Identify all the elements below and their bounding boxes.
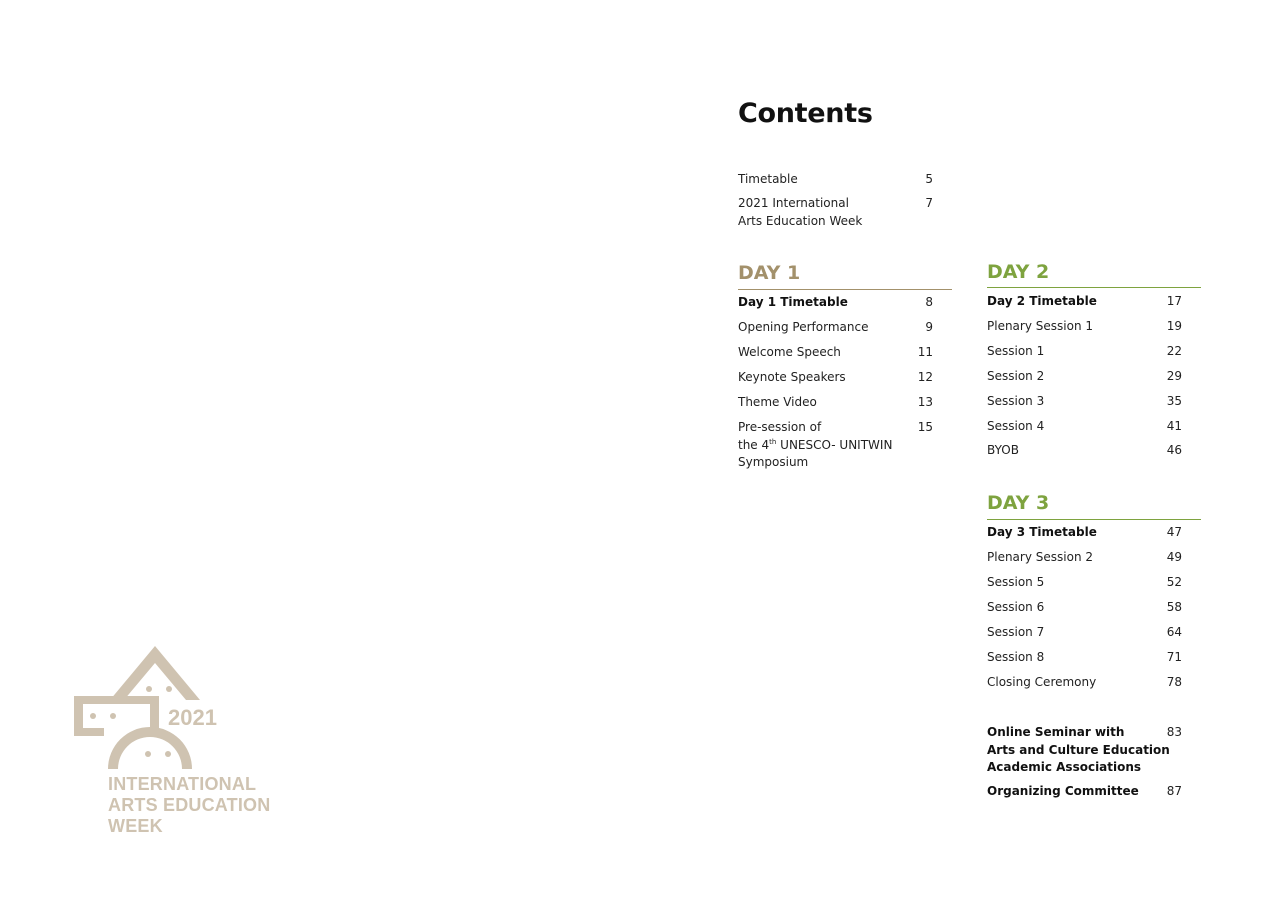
- toc-entry-label: Plenary Session 1: [987, 319, 1093, 333]
- logo-year: 2021: [168, 705, 217, 730]
- toc-entry-page: 19: [1166, 319, 1182, 333]
- toc-entry-label: Session 5: [987, 575, 1045, 589]
- toc-entry-page: 87: [1166, 784, 1182, 798]
- day3-heading: DAY 3: [987, 492, 1050, 514]
- toc-entry-page: 71: [1166, 650, 1182, 664]
- toc-entry-label: Pre-session of the 4th UNESCO- UNITWIN Symposium: [738, 420, 893, 469]
- toc-entry-page: 15: [917, 420, 933, 434]
- toc-entry-page: 9: [925, 320, 933, 334]
- toc-entry-page: 49: [1166, 550, 1182, 564]
- toc-entry-label: Session 7: [987, 625, 1045, 639]
- toc-entry-presession[interactable]: [738, 419, 933, 473]
- toc-entry-label: Session 4: [987, 419, 1045, 433]
- logo-line-2: ARTS EDUCATION: [108, 795, 271, 815]
- toc-entry-label: Session 8: [987, 650, 1045, 664]
- toc-entry-label: 2021 International Arts Education Week: [738, 196, 863, 228]
- logo-line-3: WEEK: [108, 816, 163, 836]
- toc-entry-page: 11: [917, 345, 933, 359]
- day2-rule: [987, 287, 1201, 288]
- day3-rule: [987, 519, 1201, 520]
- toc-entry-page: 35: [1166, 394, 1182, 408]
- logo-line-1: INTERNATIONAL: [108, 774, 257, 794]
- day2-heading: DAY 2: [987, 261, 1050, 283]
- toc-entry-arts-education-week[interactable]: [738, 195, 933, 231]
- toc-entry-page: 41: [1166, 419, 1182, 433]
- toc-entry-page: 17: [1166, 294, 1182, 308]
- page-title: Contents: [738, 98, 873, 129]
- toc-entry-label: Keynote Speakers: [738, 370, 846, 384]
- day1-heading: DAY 1: [738, 262, 801, 284]
- toc-entry-label: Welcome Speech: [738, 345, 841, 359]
- toc-entry-page: 22: [1166, 344, 1182, 358]
- day1-rule: [738, 289, 952, 290]
- toc-entry-label: BYOB: [987, 443, 1019, 457]
- logo-wordmark: [108, 774, 270, 837]
- toc-entry-label: Day 1 Timetable: [738, 295, 848, 309]
- toc-entry-page: 7: [925, 196, 933, 210]
- toc-entry-label: Opening Performance: [738, 320, 869, 334]
- toc-entry-label: Session 6: [987, 600, 1045, 614]
- toc-entry-label: Organizing Committee: [987, 784, 1139, 798]
- toc-entry-page: 12: [917, 370, 933, 384]
- toc-entry-page: 83: [1166, 725, 1182, 739]
- toc-entry-label: Theme Video: [738, 395, 817, 409]
- toc-entry-label: Day 3 Timetable: [987, 525, 1097, 539]
- toc-entry-page: 29: [1166, 369, 1182, 383]
- toc-entry-page: 78: [1166, 675, 1182, 689]
- toc-entry-label: Session 3: [987, 394, 1045, 408]
- toc-entry-page: 58: [1166, 600, 1182, 614]
- toc-entry-label: Plenary Session 2: [987, 550, 1093, 564]
- toc-entry-label: Online Seminar with Arts and Culture Education Academic Associations: [987, 725, 1170, 774]
- toc-entry-page: 46: [1166, 443, 1182, 457]
- toc-entry-page: 8: [925, 295, 933, 309]
- toc-entry-online-seminar[interactable]: [987, 724, 1182, 778]
- toc-entry-page: 5: [925, 172, 933, 186]
- toc-entry-label: Timetable: [738, 172, 798, 186]
- toc-entry-label: Closing Ceremony: [987, 675, 1097, 689]
- toc-entry-label: Day 2 Timetable: [987, 294, 1097, 308]
- toc-entry-label: Session 1: [987, 344, 1045, 358]
- toc-entry-page: 47: [1166, 525, 1182, 539]
- toc-entry-page: 13: [917, 395, 933, 409]
- toc-entry-page: 64: [1166, 625, 1182, 639]
- toc-entry-page: 52: [1166, 575, 1182, 589]
- toc-entry-label: Session 2: [987, 369, 1045, 383]
